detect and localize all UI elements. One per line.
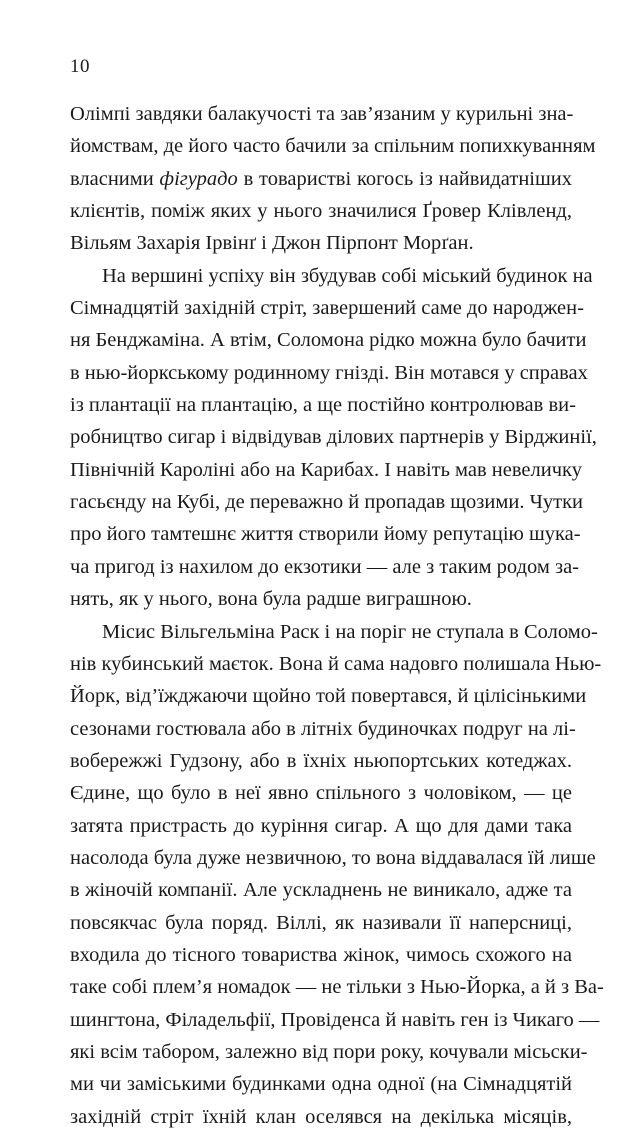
- text-line: про його тамтешнє життя створили йому репутацію шука-: [70, 523, 581, 546]
- text-line: вобережжі Гудзону, або в їхніх ньюпортських котеджах.: [70, 749, 572, 772]
- text-line: ми чи заміськими будинками одна одної (на Сімнадцятій: [70, 1073, 572, 1096]
- text-line: ча пригод із нахилом до екзотики — але з таким родом за-: [70, 555, 580, 578]
- text-line: насолода була дуже незвичною, то вона віддавалася їй лише: [70, 846, 596, 869]
- text-line: із плантації на плантацію, а ще постійно контролював ви-: [70, 394, 576, 417]
- text-line: входила до тісного товариства жінок, чимось схожого на: [70, 943, 572, 966]
- text-line: [70, 163, 572, 195]
- text-line: Північній Кароліні або на Карибах. І навіть мав невеличку: [70, 458, 582, 481]
- text-line: західній стріт їхній клан оселявся на декілька місяців,: [70, 1105, 572, 1128]
- text-line: затята пристрасть до куріння сигар. А що для дами така: [70, 814, 572, 837]
- text-line: ня Бенджаміна. А втім, Соломона рідко можна було бачити: [70, 329, 587, 352]
- text-line: нять, як у нього, вона була радше виграшною.: [70, 588, 472, 611]
- paragraph-start-line: На вершині успіху він збудував собі міський будинок на: [102, 264, 593, 287]
- text-line: Єдине, що було в неї явно спільного з чоловіком, — це: [70, 782, 572, 805]
- italic-term: фігурадо: [159, 167, 238, 190]
- text-line: які всім табором, залежно від пори року, кочували місьски-: [70, 1040, 588, 1063]
- text-line: Сімнадцятій західній стріт, завершений саме до народжен-: [70, 297, 584, 320]
- text-line: Олімпі завдяки балакучості та зав’язаним у курильні зна-: [70, 103, 574, 125]
- text-segment: в товаристві когось із найвидатніших: [237, 167, 572, 190]
- text-line: Вільям Захарія Ірвінґ і Джон Пірпонт Морґан.: [70, 232, 474, 255]
- body-text: [70, 98, 604, 1133]
- text-line: в жіночій компанії. Але ускладнень не виникало, адже та: [70, 879, 572, 902]
- text-line: в нью-йоркському родинному гнізді. Він мотався у справах: [70, 361, 588, 384]
- text-line: йомствам, де його часто бачили за спільним попихкуванням: [70, 135, 596, 158]
- text-line: таке собі плем’я номадок — не тільки з Нью-Йорка, а й з Ва-: [70, 976, 604, 999]
- text-line: нів кубинський маєток. Вона й сама надовго полишала Нью-: [70, 652, 602, 675]
- page-number: 10: [70, 56, 90, 77]
- text-line: клієнтів, поміж яких у нього значилися Ґровер Клівленд,: [70, 200, 572, 223]
- text-line: шингтона, Філадельфії, Провіденса й навіть ген із Чикаго —: [70, 1008, 600, 1031]
- text-line: гасьєнду на Кубі, де переважно й пропадав щозими. Чутки: [70, 491, 584, 514]
- text-line: Йорк, від’їжджаючи щойно той повертався, й цілісінькими: [70, 685, 587, 708]
- text-line: робництво сигар і відвідував ділових партнерів у Вірджинії,: [70, 426, 597, 449]
- text-line: повсякчас була поряд. Віллі, як називали її наперсниці,: [70, 911, 572, 934]
- paragraph-start-line: Місис Вільгельміна Раск і на поріг не ступала в Соломо-: [102, 620, 598, 643]
- text-line: сезонами гостювала або в літніх будиночках подруг на лі-: [70, 717, 576, 740]
- text-segment: власними: [70, 167, 160, 190]
